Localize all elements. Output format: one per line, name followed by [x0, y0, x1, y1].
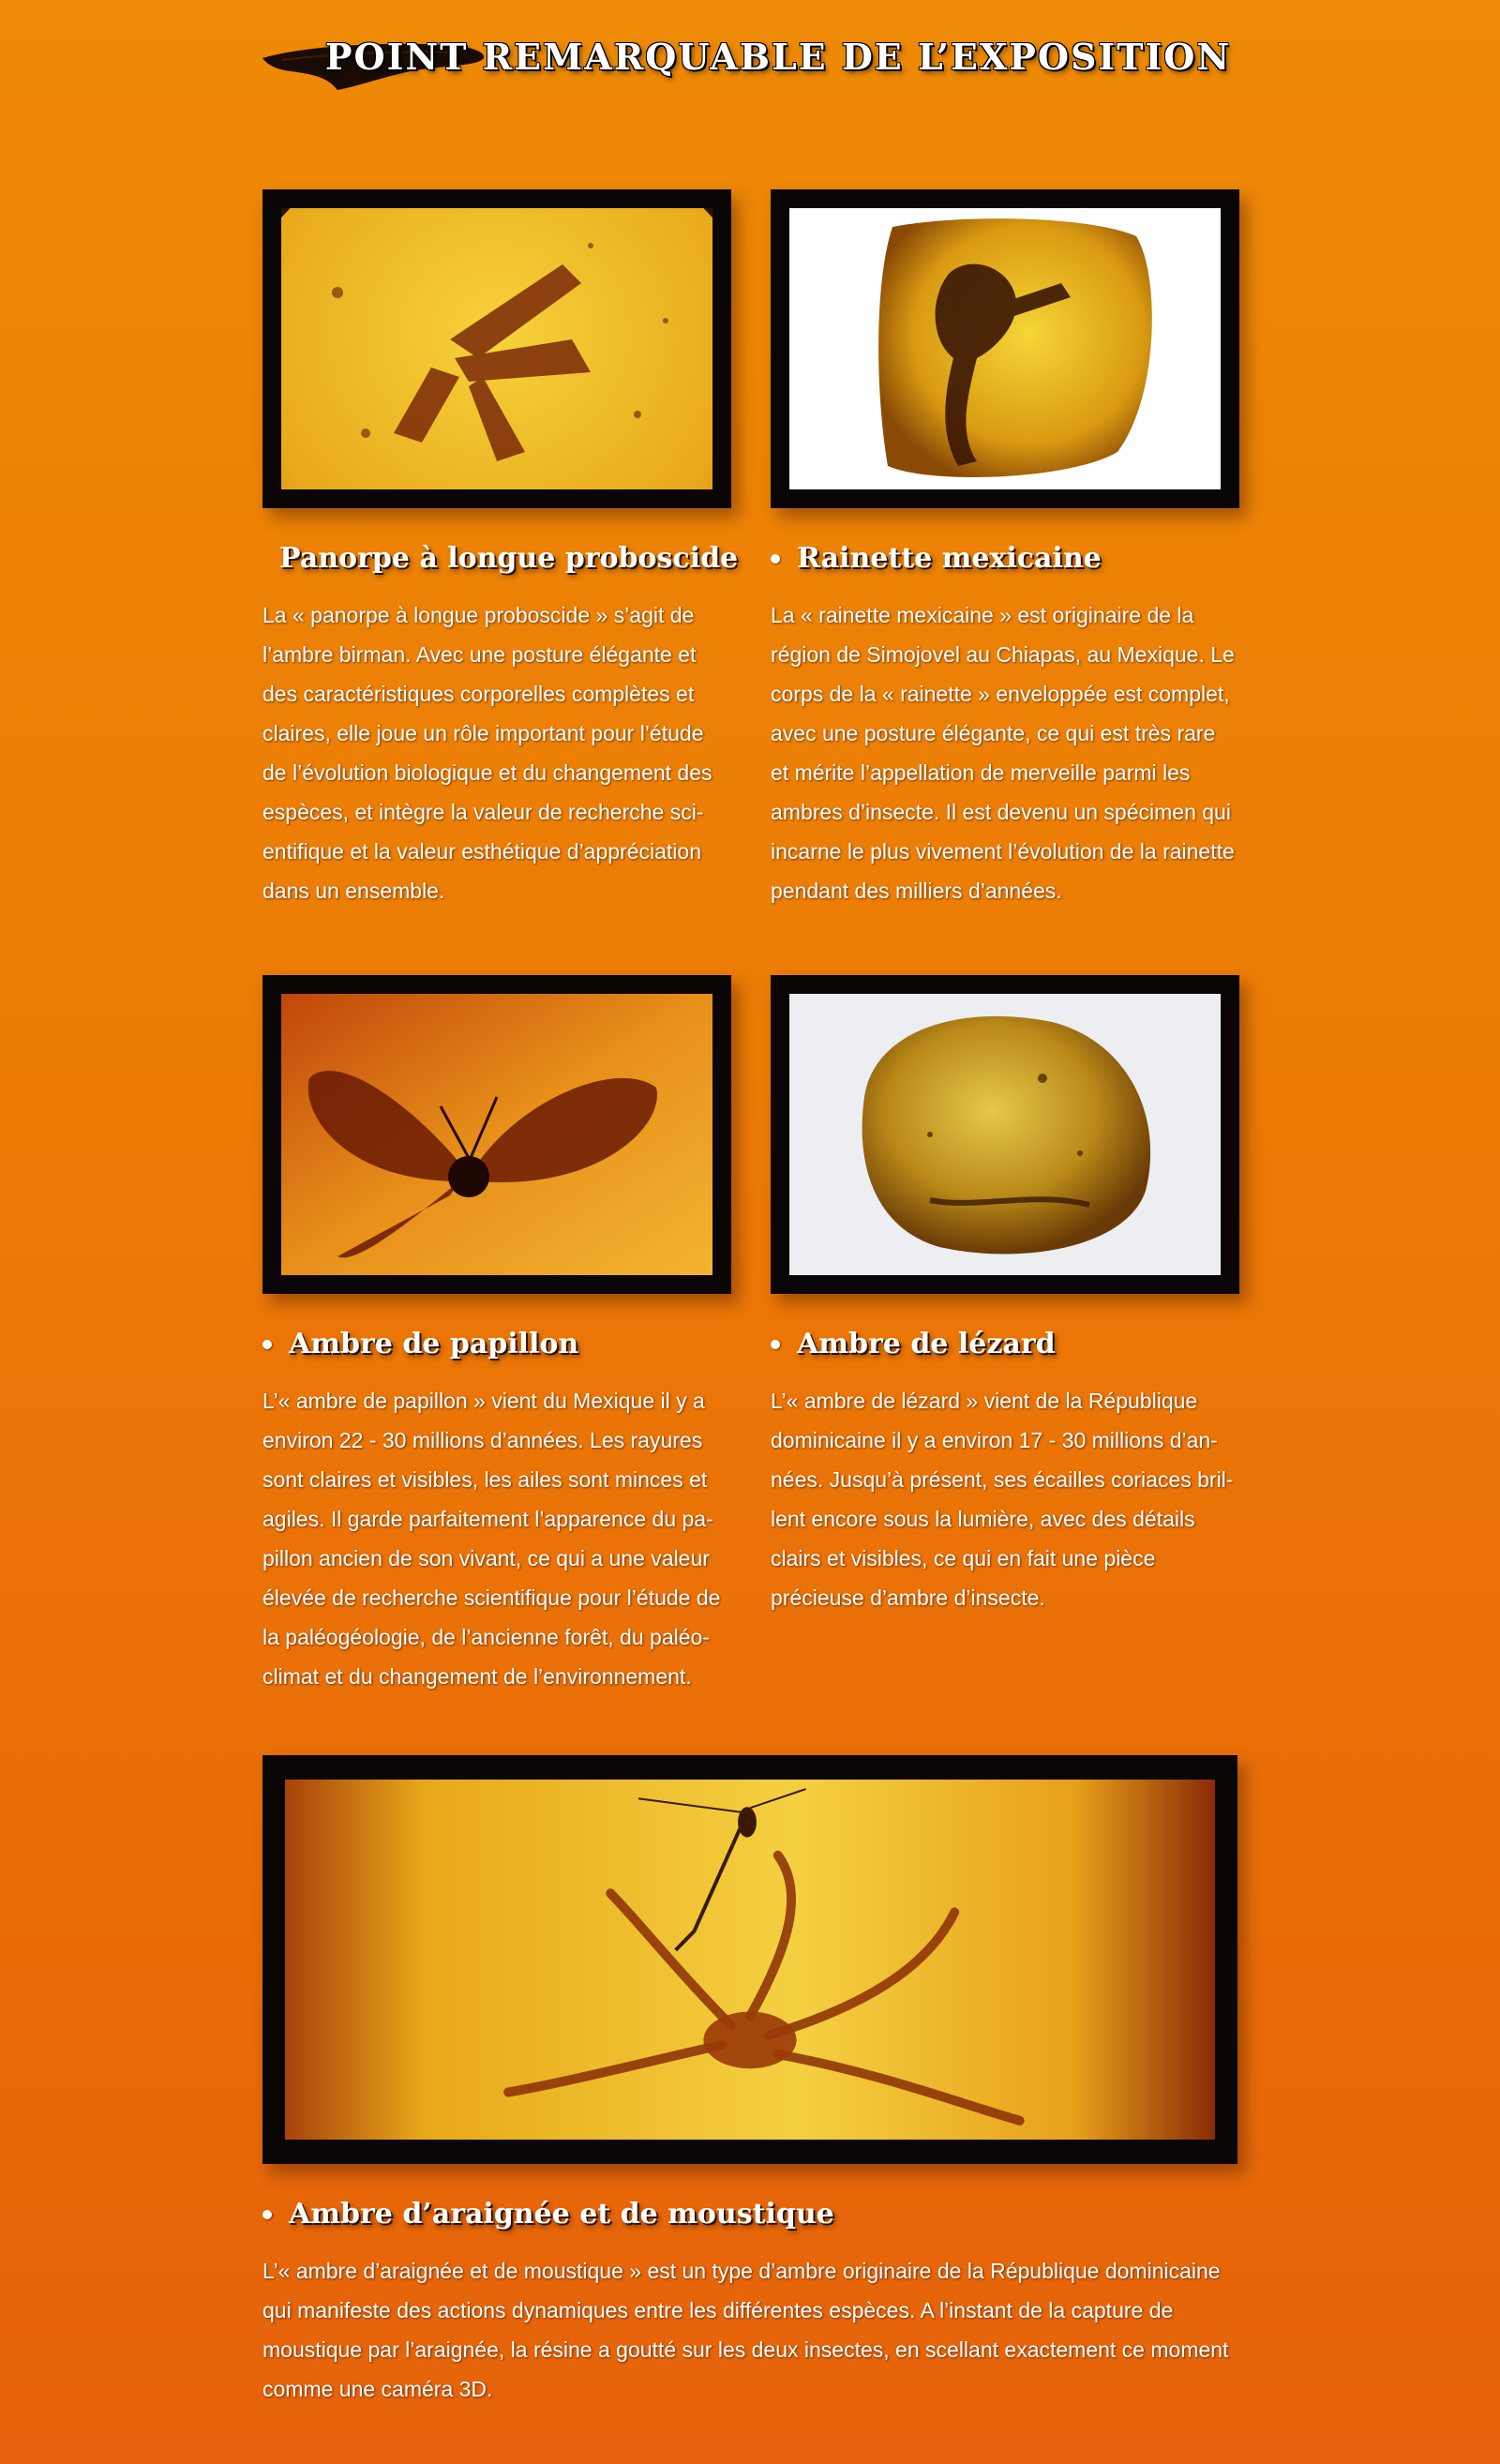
section-header: [262, 28, 1238, 103]
exhibit-description: La « rainette mexicaine » est originaire de la région de Simojovel au Chiapas, au Mexique. Le corps de la « rainette » enveloppée est complet, avec une posture élégante, ce qui est très rare et mérite l’appellation de merveille parmi les ambres d’insecte. Il est devenu un spécimen qui incarne le plus vivement l’évolution de la rainette pendant des milliers d’années.: [771, 603, 1235, 903]
exhibit-title: Rainette mexicaine: [771, 542, 1239, 575]
bullet-icon: [771, 554, 780, 563]
bullet-icon: [262, 1340, 272, 1349]
photo-frame: [262, 1755, 1238, 2164]
bullet-icon: [262, 2210, 272, 2219]
photo-frame: [771, 189, 1239, 508]
exhibit-description: L’« ambre d’araignée et de moustique » est un type d’ambre originaire de la République dominicaine qui manifeste des actions dynamiques entre les différentes espèces. A l’instant de la capture de moustique par l’araignée, la résine a goutté sur les deux insectes, en scellant exactement ce moment comme une caméra 3D.: [262, 2259, 1229, 2401]
exhibit-card: [262, 189, 739, 910]
bullet-icon: [771, 1340, 780, 1349]
butterfly-amber-photo: [281, 994, 712, 1275]
panorpe-amber-photo: [281, 208, 712, 489]
exhibit-title: Panorpe à longue proboscide: [279, 542, 739, 575]
lizard-amber-photo: [789, 994, 1221, 1275]
exhibit-card: [262, 975, 731, 1696]
spider-mosquito-amber-photo: [285, 1780, 1215, 2140]
exhibit-title: Ambre de lézard: [771, 1328, 1239, 1360]
photo-frame: [771, 975, 1239, 1294]
exhibit-title: Ambre de papillon: [262, 1328, 731, 1360]
exhibit-description: L’« ambre de papillon » vient du Mexique il y a environ 22 - 30 millions d’années. Les rayures sont claires et visibles, les ailes sont minces et agiles. Il garde parfaitement l’apparence du pa- pillon ancien de son vivant, ce qui a une valeur élevée de recherche scientifique pour l’étude de la paléogéologie, de l’ancienne forêt, du paléo- climat et du changement de l’environnement.: [262, 1389, 721, 1689]
exhibit-card: [771, 975, 1239, 1617]
exhibit-card: [771, 189, 1239, 910]
featured-exhibit: [262, 1755, 1238, 2409]
photo-frame: [262, 975, 731, 1294]
exhibit-description: L’« ambre de lézard » vient de la République dominicaine il y a environ 17 - 30 millions d’an- nées. Jusqu’à présent, ses écailles coriaces bril- lent encore sous la lumière, avec des détails clairs et visibles, ce qui en fait une pièce précieuse d’ambre d’insecte.: [771, 1389, 1234, 1610]
photo-frame: [262, 189, 731, 508]
page-title: POINT REMARQUABLE DE L’EXPOSITION: [324, 36, 1232, 78]
exhibit-description: La « panorpe à longue proboscide » s’agit de l’ambre birman. Avec une posture élégante et des caractéristiques corporelles complètes et claires, elle joue un rôle important pour l’étude de l’évolution biologique et du changement des espèces, et intègre la valeur de recherche sci- entifique et la valeur esthétique d’appréciation dans un ensemble.: [262, 603, 712, 903]
exhibit-title: Ambre d’araignée et de moustique: [262, 2198, 1238, 2231]
frog-amber-photo: [789, 208, 1221, 489]
